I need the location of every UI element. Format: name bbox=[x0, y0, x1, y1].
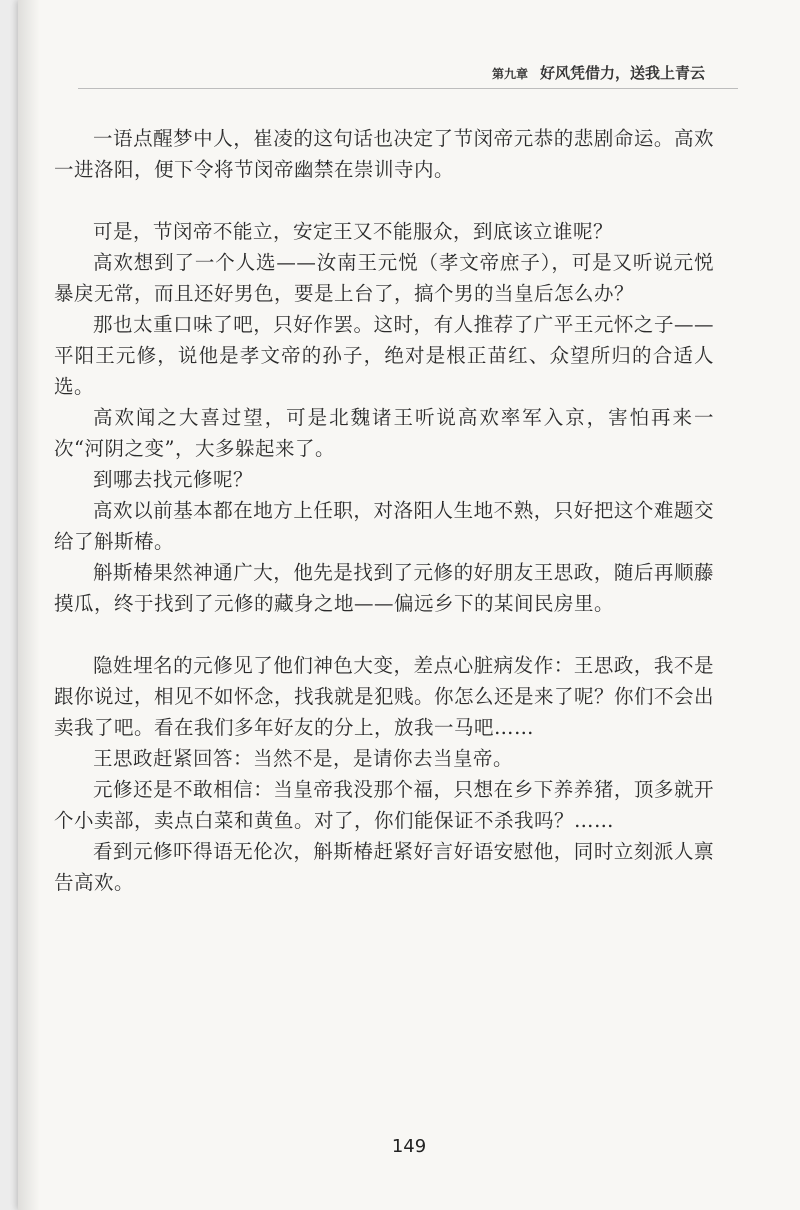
header-divider bbox=[78, 88, 738, 89]
paragraph: 元修还是不敢相信：当皇帝我没那个福，只想在乡下养养猪，顶多就开个小卖部，卖点白菜和黄鱼。对了，你们能保证不杀我吗？…… bbox=[54, 778, 714, 832]
paragraph: 高欢闻之大喜过望，可是北魏诸王听说高欢率军入京，害怕再来一次“河阴之变”，大多躲起来了。 bbox=[54, 406, 714, 460]
chapter-title: 好风凭借力，送我上青云 bbox=[539, 64, 705, 82]
spine-shadow bbox=[18, 0, 40, 1210]
paragraph: 到哪去找元修呢？ bbox=[93, 468, 254, 491]
paragraph: 隐姓埋名的元修见了他们神色大变，差点心脏病发作：王思政，我不是跟你说过，相见不如怀念，找我就是犯贱。你怎么还是来了呢？你们不会出卖我了吧。看在我们多年好友的分上，放我一马吧…… bbox=[54, 654, 715, 739]
paragraph: 可是，节闵帝不能立，安定王又不能服众，到底该立谁呢？ bbox=[93, 220, 614, 243]
paragraph: 斛斯椿果然神通广大，他先是找到了元修的好朋友王思政，随后再顺藤摸瓜，终于找到了元修的藏身之地——偏远乡下的某间民房里。 bbox=[54, 561, 714, 615]
paragraph: 那也太重口味了吧，只好作罢。这时，有人推荐了广平王元怀之子——平阳王元修，说他是孝文帝的孙子，绝对是根正苗红、众望所归的合适人选。 bbox=[54, 313, 714, 398]
running-header bbox=[492, 62, 705, 83]
paragraph: 王思政赶紧回答：当然不是，是请你去当皇帝。 bbox=[93, 747, 514, 770]
chapter-label: 第九章 bbox=[491, 67, 528, 81]
body-text bbox=[54, 123, 714, 898]
paragraph: 高欢想到了一个人选——汝南王元悦（孝文帝庶子），可是又听说元悦暴戾无常，而且还好男色，要是上台了，搞个男的当皇后怎么办？ bbox=[54, 251, 714, 305]
paragraph: 看到元修吓得语无伦次，斛斯椿赶紧好言好语安慰他，同时立刻派人禀告高欢。 bbox=[54, 840, 714, 894]
paragraph: 高欢以前基本都在地方上任职，对洛阳人生地不熟，只好把这个难题交给了斛斯椿。 bbox=[54, 499, 714, 553]
paragraph: 一语点醒梦中人，崔凌的这句话也决定了节闵帝元恭的悲剧命运。高欢一进洛阳，便下令将节闵帝幽禁在崇训寺内。 bbox=[54, 127, 714, 181]
page-number: 149 bbox=[391, 1136, 427, 1157]
book-page bbox=[18, 0, 800, 1210]
